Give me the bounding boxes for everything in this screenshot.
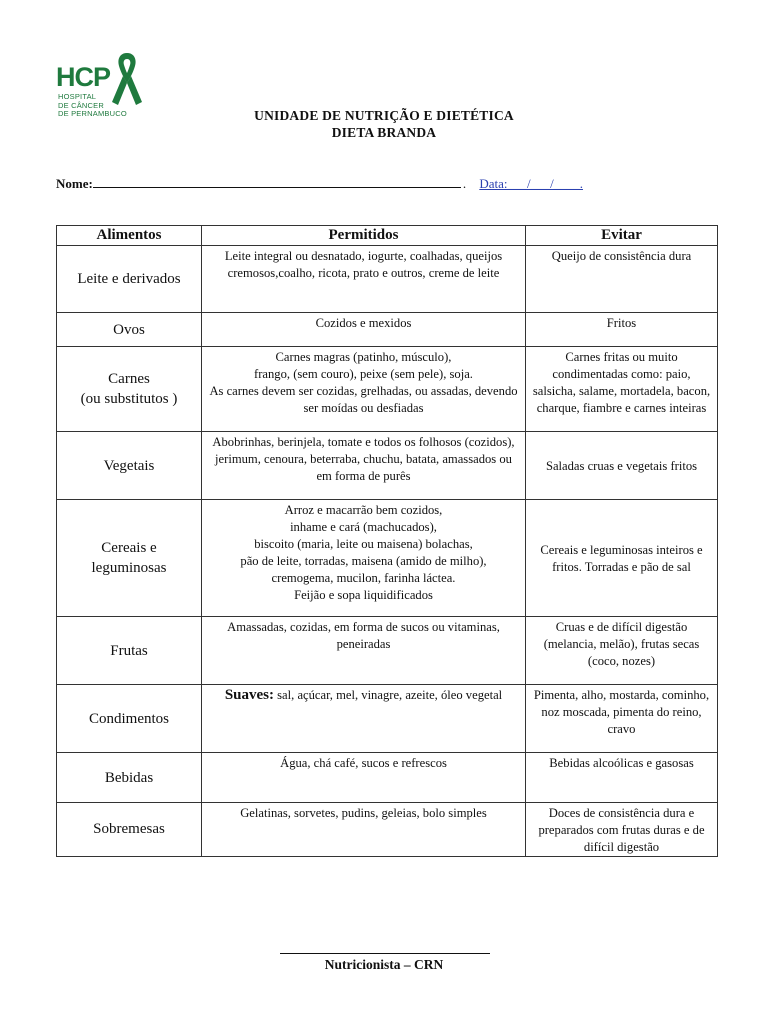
food-cell: Ovos bbox=[57, 313, 202, 347]
unit-title: UNIDADE DE NUTRIÇÃO E DIETÉTICA bbox=[254, 108, 514, 123]
diet-table bbox=[56, 225, 718, 857]
avoid-cell: Queijo de consistência dura bbox=[526, 246, 718, 313]
allowed-cell: Amassadas, cozidas, em forma de sucos ou vitaminas, peneiradas bbox=[202, 617, 526, 685]
header-foods: Alimentos bbox=[57, 226, 202, 246]
diet-title: DIETA BRANDA bbox=[331, 125, 437, 140]
table-row bbox=[57, 246, 718, 313]
logo-mark: HCP bbox=[56, 62, 111, 92]
food-cell: Vegetais bbox=[57, 432, 202, 500]
food-cell: Cereais e leguminosas bbox=[57, 500, 202, 617]
food-cell: Bebidas bbox=[57, 753, 202, 803]
header-avoid: Evitar bbox=[526, 226, 718, 246]
avoid-cell: Bebidas alcoólicas e gasosas bbox=[526, 753, 718, 803]
allowed-cell: Carnes magras (patinho, músculo), frango, (sem couro), peixe (sem pele), soja. As carnes devem ser cozidas, grelhadas, ou assadas, devendo ser moídas ou desfiadas bbox=[202, 347, 526, 432]
allowed-cell: Gelatinas, sorvetes, pudins, geleias, bolo simples bbox=[202, 803, 526, 857]
name-label: Nome: bbox=[56, 176, 93, 191]
table-row bbox=[57, 753, 718, 803]
table-row bbox=[57, 685, 718, 753]
food-cell: Sobremesas bbox=[57, 803, 202, 857]
food-cell: Carnes (ou substitutos ) bbox=[57, 347, 202, 432]
avoid-cell: Doces de consistência dura e preparados com frutas duras e de difícil digestão bbox=[526, 803, 718, 857]
avoid-cell: Saladas cruas e vegetais fritos bbox=[526, 432, 718, 500]
logo-subtitle: HOSPITAL DE CÂNCER DE PERNAMBUCO bbox=[58, 92, 127, 118]
food-cell: Frutas bbox=[57, 617, 202, 685]
signature-label: Nutricionista – CRN bbox=[324, 957, 444, 972]
allowed-cell bbox=[202, 685, 526, 753]
allowed-cell: Cozidos e mexidos bbox=[202, 313, 526, 347]
date-field[interactable]: Data:___/___/____. bbox=[479, 176, 583, 191]
table-row bbox=[57, 432, 718, 500]
table-row bbox=[57, 617, 718, 685]
avoid-cell: Pimenta, alho, mostarda, cominho, noz moscada, pimenta do reino, cravo bbox=[526, 685, 718, 753]
allowed-prefix: Suaves: bbox=[224, 687, 274, 703]
table-header-row bbox=[57, 226, 718, 246]
allowed-cell: Água, chá café, sucos e refrescos bbox=[202, 753, 526, 803]
food-cell: Condimentos bbox=[57, 685, 202, 753]
allowed-text: sal, açúcar, mel, vinagre, azeite, óleo vegetal bbox=[277, 688, 503, 702]
avoid-cell: Fritos bbox=[526, 313, 718, 347]
patient-info-row bbox=[56, 176, 583, 192]
name-field[interactable] bbox=[93, 176, 461, 188]
table-row bbox=[57, 803, 718, 857]
table-row bbox=[57, 500, 718, 617]
food-cell: Leite e derivados bbox=[57, 246, 202, 313]
table-row bbox=[57, 313, 718, 347]
allowed-cell: Leite integral ou desnatado, iogurte, coalhadas, queijos cremosos,coalho, ricota, prato e outros, creme de leite bbox=[202, 246, 526, 313]
avoid-cell: Cereais e leguminosas inteiros e fritos. Torradas e pão de sal bbox=[526, 500, 718, 617]
name-end: . bbox=[462, 176, 467, 191]
allowed-cell: Abobrinhas, berinjela, tomate e todos os folhosos (cozidos), jerimum, cenoura, beterraba, chuchu, batata, amassados ou em forma de purês bbox=[202, 432, 526, 500]
avoid-cell: Carnes fritas ou muito condimentadas como: paio, salsicha, salame, mortadela, bacon, charque, fiambre e carnes inteiras bbox=[526, 347, 718, 432]
signature-line bbox=[280, 953, 490, 954]
allowed-cell: Arroz e macarrão bem cozidos, inhame e cará (machucados), biscoito (maria, leite ou maisena) bolachas, pão de leite, torradas, maisena (amido de milho), cremogema, mucilon, farinha láctea. Feijão e sopa liquidificados bbox=[202, 500, 526, 617]
header-allowed: Permitidos bbox=[202, 226, 526, 246]
table-row bbox=[57, 347, 718, 432]
avoid-cell: Cruas e de difícil digestão (melancia, melão), frutas secas (coco, nozes) bbox=[526, 617, 718, 685]
